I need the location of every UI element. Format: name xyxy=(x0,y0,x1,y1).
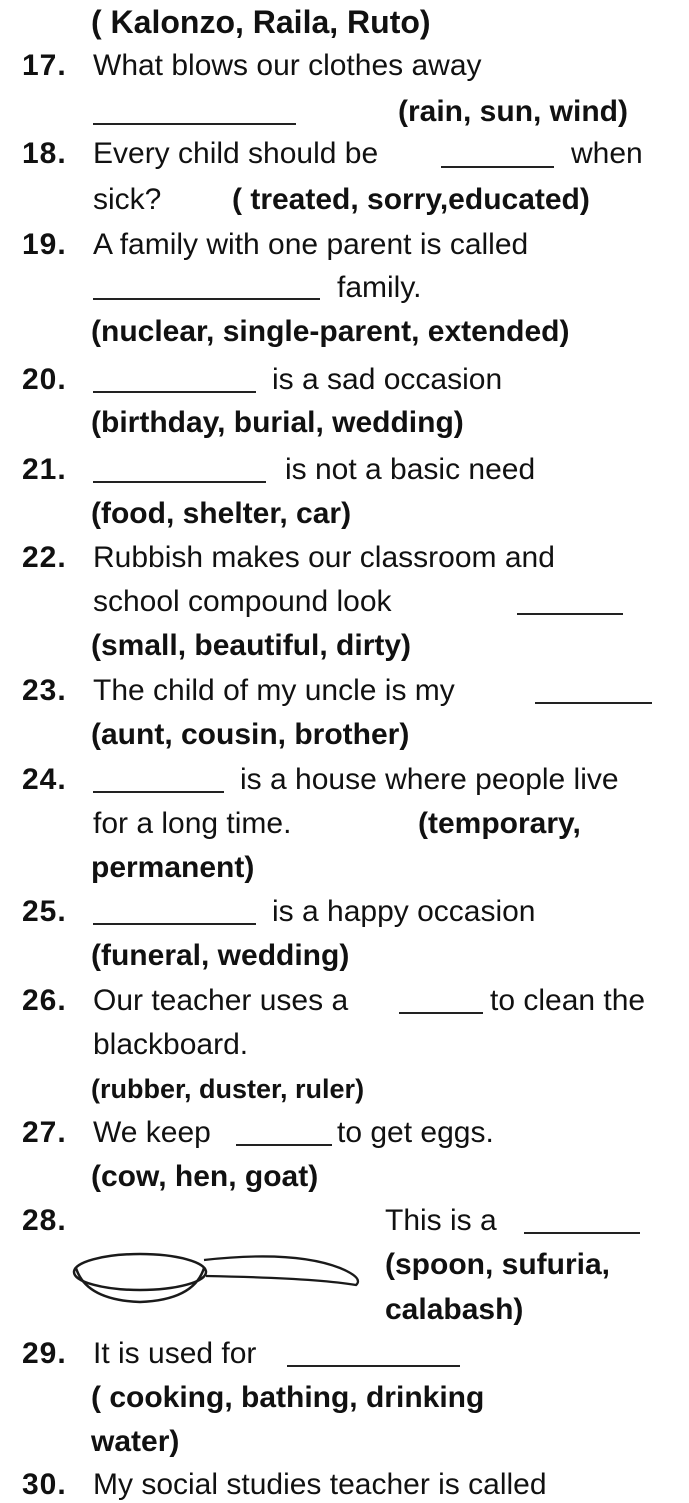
q29-options: ( cooking, bathing, drinking xyxy=(91,1381,485,1414)
q19-text: A family with one parent is called xyxy=(93,228,529,261)
q24-options: (temporary, xyxy=(418,807,581,840)
q27-number: 27. xyxy=(22,1116,67,1149)
q22-text-line2: school compound look xyxy=(93,585,392,618)
q17-answer-blank[interactable] xyxy=(93,123,296,125)
q27-text: We keep xyxy=(93,1116,211,1149)
q29-text: It is used for xyxy=(93,1337,257,1370)
q26-answer-blank[interactable] xyxy=(399,1012,483,1014)
q17-options: (rain, sun, wind) xyxy=(398,95,628,128)
q24-text: is a house where people live xyxy=(240,763,619,796)
q28-text: This is a xyxy=(385,1204,497,1237)
q22-options: (small, beautiful, dirty) xyxy=(91,629,412,662)
q28-number: 28. xyxy=(22,1204,67,1237)
q29-options-line2: water) xyxy=(91,1425,180,1458)
q27-text-end: to get eggs. xyxy=(337,1116,494,1149)
q20-number: 20. xyxy=(22,363,67,396)
q18-text-line2: sick? xyxy=(93,183,162,216)
q24-number: 24. xyxy=(22,763,67,796)
q20-answer-blank[interactable] xyxy=(93,391,256,393)
q19-answer-blank[interactable] xyxy=(93,298,320,300)
q21-options: (food, shelter, car) xyxy=(91,497,352,530)
q24-answer-blank[interactable] xyxy=(93,791,224,793)
q21-text: is not a basic need xyxy=(285,453,536,486)
q18-answer-blank[interactable] xyxy=(441,166,554,168)
q28-options-line2: calabash) xyxy=(385,1293,524,1326)
q25-number: 25. xyxy=(22,895,67,928)
q23-options: (aunt, cousin, brother) xyxy=(91,718,410,751)
q22-number: 22. xyxy=(22,541,67,574)
q26-text: Our teacher uses a xyxy=(93,984,349,1017)
q22-text: Rubbish makes our classroom and xyxy=(93,541,555,574)
q21-number: 21. xyxy=(22,453,67,486)
ladle-picture xyxy=(64,1238,374,1318)
q18-text-end: when xyxy=(571,137,643,170)
q30-number: 30. xyxy=(22,1468,67,1501)
q26-text-end: to clean the xyxy=(490,984,646,1017)
q16-options: ( Kalonzo, Raila, Ruto) xyxy=(91,4,431,40)
q25-text: is a happy occasion xyxy=(272,895,536,928)
q19-text-end: family. xyxy=(337,271,422,304)
q19-options: (nuclear, single-parent, extended) xyxy=(91,315,570,348)
q23-number: 23. xyxy=(22,674,67,707)
q24-text-line2: for a long time. xyxy=(93,807,292,840)
q20-options: (birthday, burial, wedding) xyxy=(91,406,464,439)
q21-answer-blank[interactable] xyxy=(93,481,266,483)
q17-number: 17. xyxy=(22,49,67,82)
q18-text: Every child should be xyxy=(93,137,379,170)
q17-text: What blows our clothes away xyxy=(93,49,482,82)
q23-text: The child of my uncle is my xyxy=(93,674,455,707)
q29-answer-blank[interactable] xyxy=(287,1365,460,1367)
q26-options: (rubber, duster, ruler) xyxy=(91,1074,365,1104)
q26-number: 26. xyxy=(22,984,67,1017)
q29-number: 29. xyxy=(22,1337,67,1370)
q22-answer-blank[interactable] xyxy=(517,613,623,615)
q28-answer-blank[interactable] xyxy=(524,1232,640,1234)
q30-text: My social studies teacher is called xyxy=(93,1468,547,1501)
q19-number: 19. xyxy=(22,228,67,261)
q18-options: ( treated, sorry,educated) xyxy=(232,183,590,216)
q20-text: is a sad occasion xyxy=(272,363,503,396)
q25-options: (funeral, wedding) xyxy=(91,939,350,972)
q27-answer-blank[interactable] xyxy=(236,1144,332,1146)
q27-options: (cow, hen, goat) xyxy=(91,1160,319,1193)
q18-number: 18. xyxy=(22,137,67,170)
q25-answer-blank[interactable] xyxy=(93,923,256,925)
q28-options: (spoon, sufuria, xyxy=(385,1248,610,1281)
q23-answer-blank[interactable] xyxy=(535,702,652,704)
q26-text-line2: blackboard. xyxy=(93,1028,249,1061)
q24-options-line2: permanent) xyxy=(91,851,255,884)
